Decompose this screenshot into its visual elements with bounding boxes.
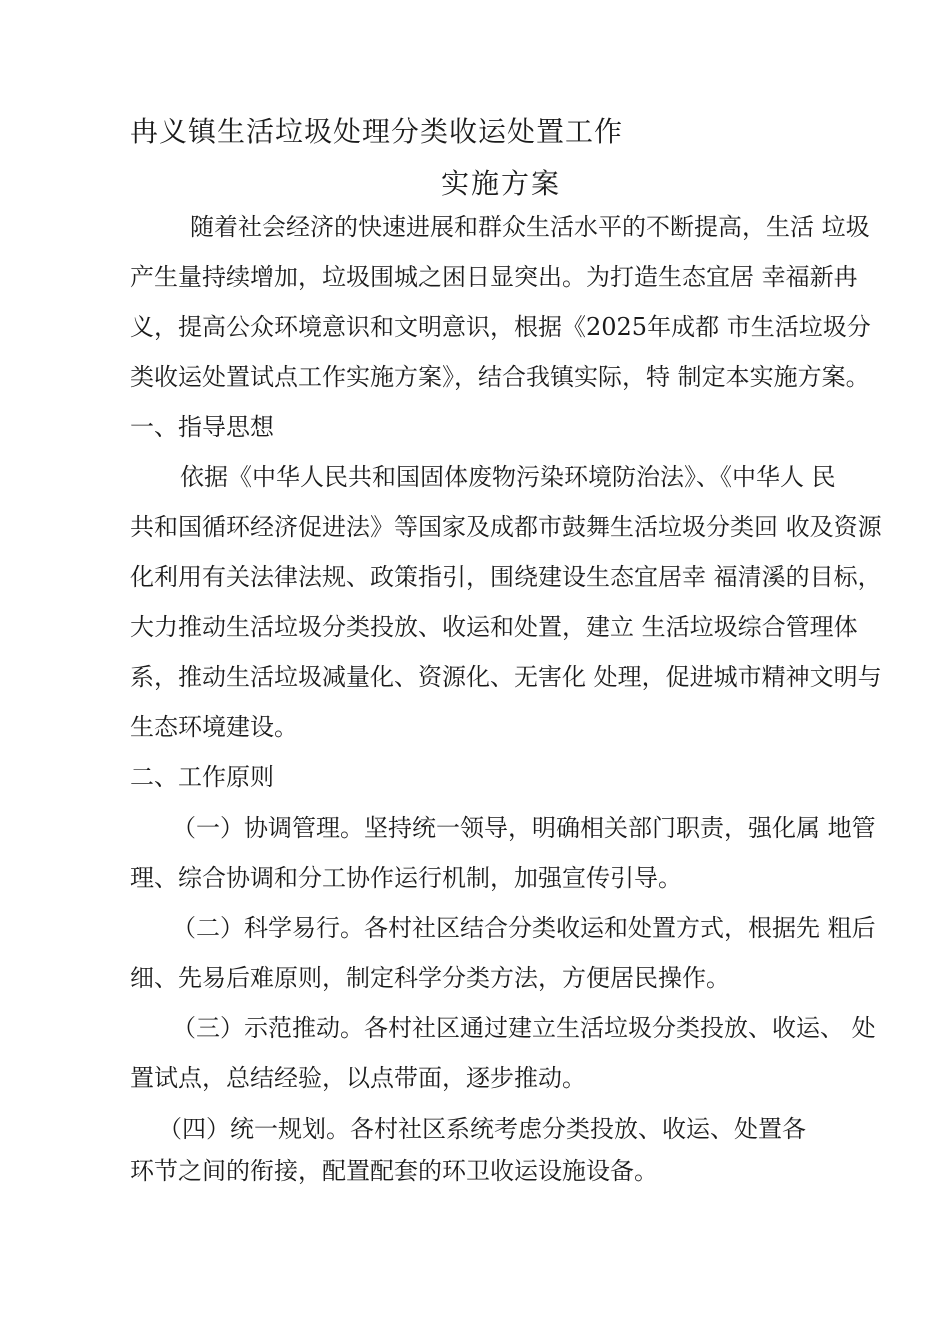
section1-line: 生态环境建设。 [130,713,298,741]
section1-line: 系，推动生活垃圾减量化、资源化、无害化 处理，促进城市精神文明与 [130,663,882,691]
document-title-line1: 冉义镇生活垃圾处理分类收运处置工作 [130,115,624,148]
principle-line: （四）统一规划。各村社区系统考虑分类投放、收运、处置各 [158,1115,806,1143]
section1-line: 大力推动生活垃圾分类投放、收运和处置，建立 生活垃圾综合管理体 [130,613,858,641]
intro-line: 义，提高公众环境意识和文明意识，根据《2025年成都 市生活垃圾分 [130,313,871,341]
section1-line: 共和国循环经济促进法》等国家及成都市鼓舞生活垃圾分类回 收及资源 [130,513,882,541]
section-heading: 二、工作原则 [130,763,274,791]
principle-line: 环节之间的衔接，配置配套的环卫收运设施设备。 [130,1157,658,1185]
principle-line: （二）科学易行。各村社区结合分类收运和处置方式，根据先 粗后 [172,914,876,942]
principle-line: 置试点，总结经验，以点带面，逐步推动。 [130,1064,586,1092]
intro-line: 随着社会经济的快速进展和群众生活水平的不断提高，生活 垃圾 [190,213,870,241]
section-heading: 一、指导思想 [130,413,274,441]
principle-line: （三）示范推动。各村社区通过建立生活垃圾分类投放、收运、 处 [172,1014,876,1042]
principle-line: （一）协调管理。坚持统一领导，明确相关部门职责，强化属 地管 [172,814,876,842]
section1-line: 依据《中华人民共和国固体废物污染环境防治法》、《中华人 民 [180,463,836,491]
document-title-line2: 实施方案 [441,167,562,200]
intro-line: 产生量持续增加，垃圾围城之困日显突出。为打造生态宜居 幸福新冉 [130,263,858,291]
intro-line: 类收运处置试点工作实施方案》，结合我镇实际，特 制定本实施方案。 [130,363,870,391]
section1-line: 化利用有关法律法规、政策指引，围绕建设生态宜居幸 福清溪的目标， [130,563,882,591]
principle-line: 理、综合协调和分工协作运行机制，加强宣传引导。 [130,864,682,892]
principle-line: 细、先易后难原则，制定科学分类方法，方便居民操作。 [130,964,730,992]
